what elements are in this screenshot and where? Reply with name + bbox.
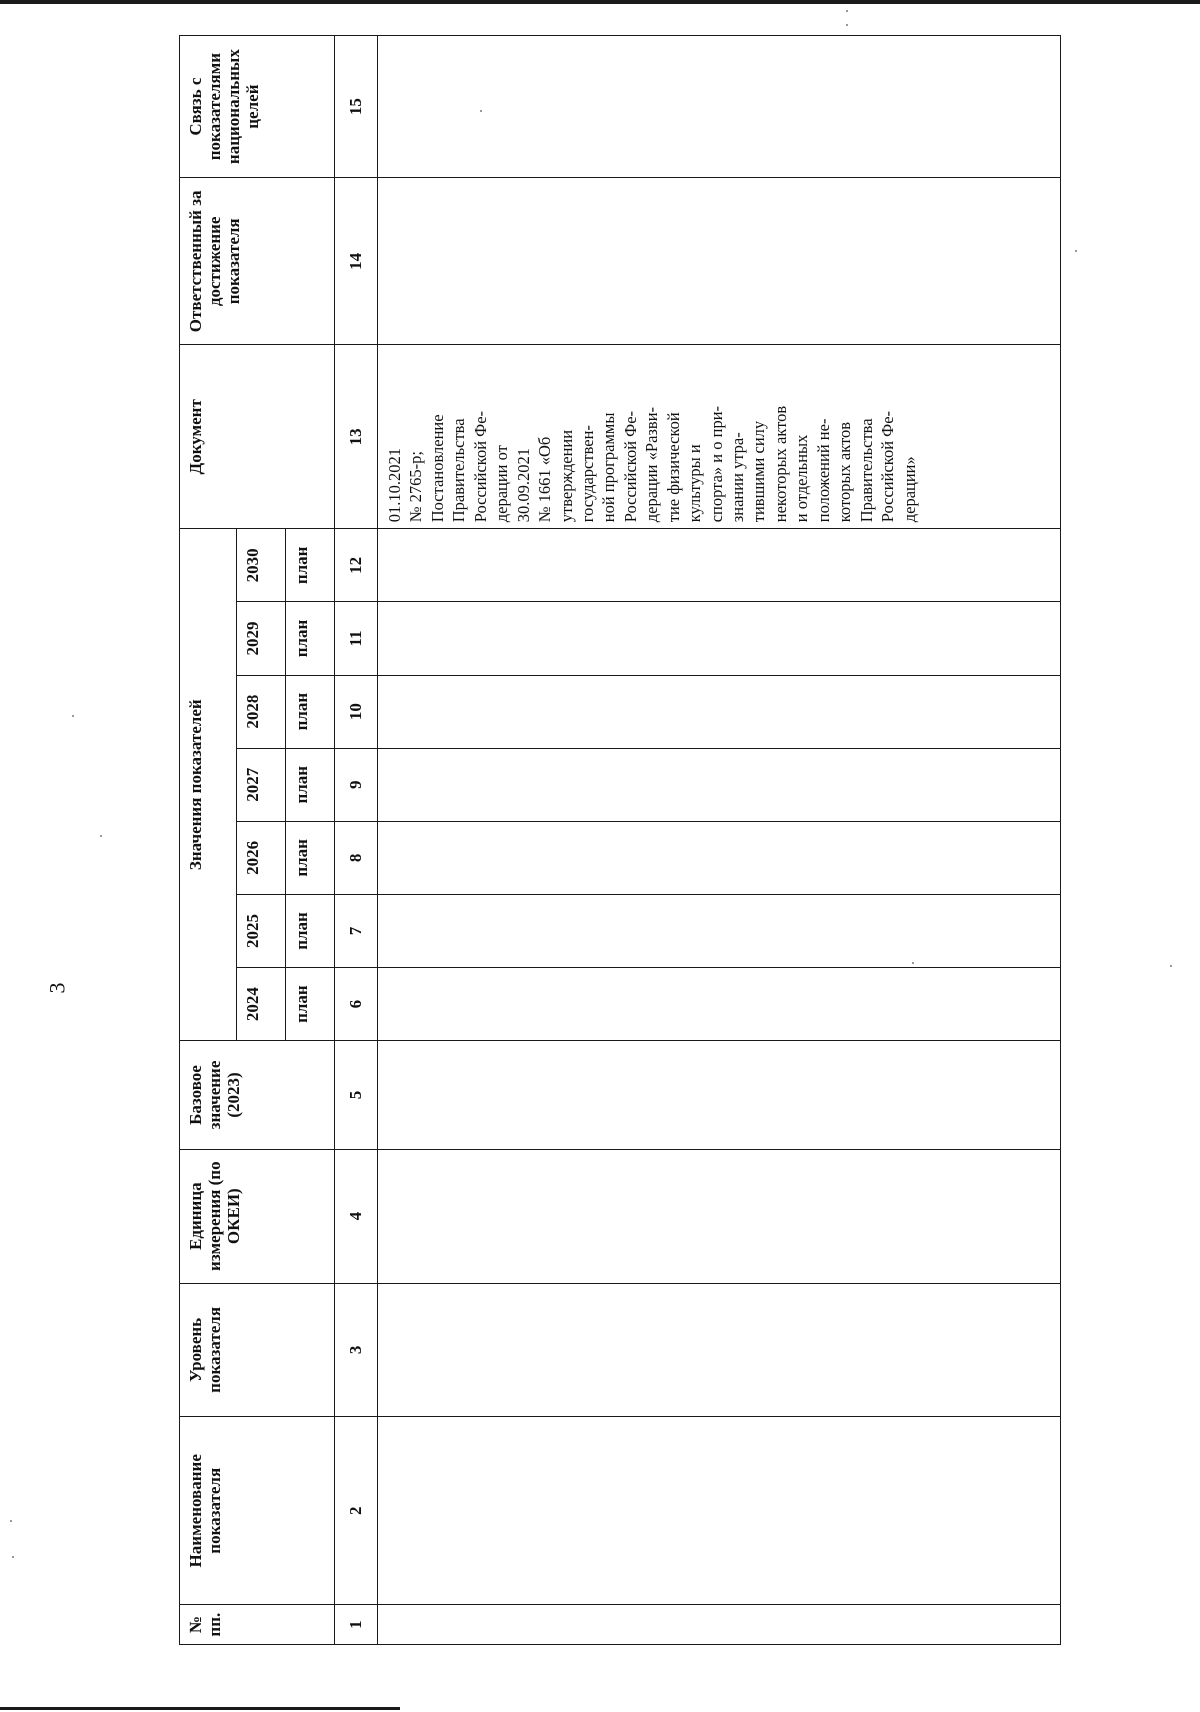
header-year: 2027 xyxy=(237,748,286,821)
header-year: 2025 xyxy=(237,894,286,967)
header-unit: Единица измерения (по ОКЕИ) xyxy=(180,1149,335,1283)
cell-link xyxy=(378,36,1061,178)
header-year: 2030 xyxy=(237,529,286,602)
header-year: 2028 xyxy=(237,675,286,748)
cell-num xyxy=(378,1605,1061,1645)
header-responsible: Ответственный за достижение показателя xyxy=(180,178,335,345)
column-number: 8 xyxy=(335,821,378,894)
cell-value xyxy=(378,602,1061,675)
header-plan: план xyxy=(286,529,335,602)
column-number: 4 xyxy=(335,1149,378,1283)
scan-speck xyxy=(72,715,74,717)
column-number: 5 xyxy=(335,1041,378,1150)
cell-value xyxy=(378,748,1061,821)
header-plan: план xyxy=(286,675,335,748)
scan-speck xyxy=(10,1520,12,1522)
cell-value xyxy=(378,968,1061,1041)
column-number: 7 xyxy=(335,894,378,967)
cell-value xyxy=(378,529,1061,602)
header-plan: план xyxy=(286,821,335,894)
column-number: 3 xyxy=(335,1283,378,1417)
scan-speck xyxy=(846,10,848,12)
cell-value xyxy=(378,675,1061,748)
cell-level xyxy=(378,1283,1061,1417)
column-number: 9 xyxy=(335,748,378,821)
header-link: Связь с показателями национальных целей xyxy=(180,36,335,178)
header-year: 2024 xyxy=(237,968,286,1041)
header-values-group: Значения показателей xyxy=(180,529,237,1041)
column-number: 2 xyxy=(335,1417,378,1605)
cell-unit xyxy=(378,1149,1061,1283)
header-base: Базовое значение (2023) xyxy=(180,1041,335,1150)
cell-name xyxy=(378,1417,1061,1605)
header-year: 2029 xyxy=(237,602,286,675)
cell-base xyxy=(378,1041,1061,1150)
column-numbers-row xyxy=(335,36,378,1645)
header-plan: план xyxy=(286,894,335,967)
table-row xyxy=(378,36,1061,1645)
header-year: 2026 xyxy=(237,821,286,894)
cell-document: 01.10.2021 № 2765-р; Постановление Правительства Российской Фе- дерации от 30.09.2021 № 1661 «Об утверждении государствен- ной программы Российской Фе- дерации «Разви- тие физической культуры и спорта» и о при- знании утра- тившими силу некоторых актов и отдельных положений не- которых актов Правительства Российской Фе- дерации» xyxy=(378,345,1061,529)
cell-responsible xyxy=(378,178,1061,345)
header-name: Наименование показателя xyxy=(180,1417,335,1605)
header-plan: план xyxy=(286,602,335,675)
indicators-table-wrap xyxy=(179,35,1019,1645)
scan-edge-top xyxy=(0,0,1200,4)
scan-speck xyxy=(1170,965,1172,967)
scan-speck xyxy=(1075,250,1077,252)
header-plan: план xyxy=(286,748,335,821)
header-document: Документ xyxy=(180,345,335,529)
column-number: 1 xyxy=(335,1605,378,1645)
cell-value xyxy=(378,821,1061,894)
header-level: Уровень показателя xyxy=(180,1283,335,1417)
column-number: 15 xyxy=(335,36,378,178)
column-number: 14 xyxy=(335,178,378,345)
header-row-1 xyxy=(180,36,237,1645)
header-plan: план xyxy=(286,968,335,1041)
column-number: 6 xyxy=(335,968,378,1041)
scan-edge-bottom xyxy=(0,1707,400,1710)
scan-speck xyxy=(100,835,102,837)
scan-speck xyxy=(12,1556,14,1558)
column-number: 12 xyxy=(335,529,378,602)
page-number: 3 xyxy=(44,982,70,994)
scan-speck xyxy=(480,110,482,112)
column-number: 13 xyxy=(335,345,378,529)
column-number: 10 xyxy=(335,675,378,748)
scan-speck xyxy=(846,24,848,26)
column-number: 11 xyxy=(335,602,378,675)
scan-speck xyxy=(912,962,914,964)
indicators-table xyxy=(179,35,1061,1645)
cell-value xyxy=(378,894,1061,967)
header-num: № пп. xyxy=(180,1605,335,1645)
